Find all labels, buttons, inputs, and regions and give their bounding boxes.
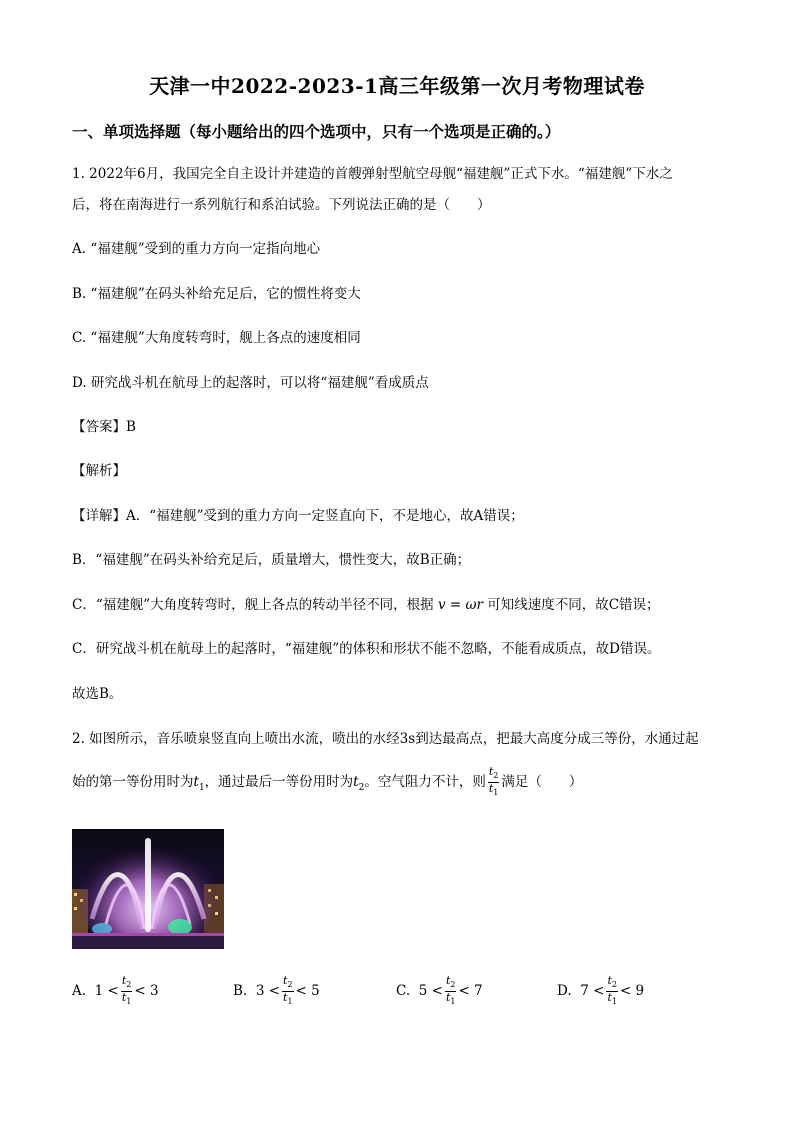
- q1-conclusion: 故选B。: [72, 686, 123, 702]
- fountain-photo: [72, 829, 224, 949]
- q1-detail-a: 【详解】A．“福建舰”受到的重力方向一定竖直向下，不是地心，故A错误；: [72, 508, 524, 524]
- q1-detail-b: B．“福建舰”在码头补给充足后，质量增大，惯性变大，故B正确；: [72, 552, 471, 568]
- q2-option-a: A. 1 < $\frac{t_2}{t_1}$ < 3: [72, 974, 159, 1007]
- q2-stem-line1: 2. 如图所示，音乐喷泉竖直向上喷出水流，喷出的水经3s到达最高点，把最大高度分成三等份，水通过起: [72, 731, 699, 747]
- q1-detail-c-post: 可知线速度不同，故C错误；: [487, 597, 660, 613]
- q1-stem-line1: 1. 2022年6月，我国完全自主设计并建造的首艘弹射型航空母舰“福建舰”正式下水。“福建舰”下水之: [72, 166, 673, 182]
- page-title: 天津一中2022-2023-1高三年级第一次月考物理试卷: [149, 74, 645, 98]
- q1-stem-line2: 后，将在南海进行一系列航行和系泊试验。下列说法正确的是（ ）: [72, 197, 491, 213]
- q2-option-b: B. 3 < $\frac{t_2}{t_1}$ < 5: [233, 974, 320, 1007]
- q1-option-a: A. “福建舰”受到的重力方向一定指向地心: [72, 241, 321, 257]
- q1-detail-c: [72, 593, 660, 613]
- section-heading: 一、单项选择题（每小题给出的四个选项中，只有一个选项是正确的。）: [72, 122, 561, 141]
- q1-answer: 【答案】B: [72, 419, 136, 435]
- q1-detail-c-pre: C．“福建舰”大角度转弯时，舰上各点的转动半径不同，根据: [72, 597, 434, 613]
- q1-option-b: B. “福建舰”在码头补给充足后，它的惯性将变大: [72, 286, 361, 302]
- q1-option-d: D. 研究战斗机在航母上的起落时，可以将“福建舰”看成质点: [72, 375, 429, 391]
- q1-analysis-label: 【解析】: [72, 463, 126, 479]
- q1-detail-d: C．研究战斗机在航母上的起落时，“福建舰”的体积和形状不能不忽略，不能看成质点，故D错误。: [72, 641, 661, 657]
- q2-stem-line2: 始的第一等份用时为$t_1$，通过最后一等份用时为$t_2$。空气阻力不计，则 $\frac{t_2}{t_1}$ 满足（ ）: [72, 765, 583, 798]
- t2-over-t1-fraction: $\frac{t_2}{t_1}$: [488, 765, 499, 798]
- q1-detail-c-formula: v = ωr: [437, 597, 483, 613]
- fountain-illustration: [72, 829, 224, 949]
- q2-option-c: C. 5 < $\frac{t_2}{t_1}$ < 7: [396, 974, 483, 1007]
- q2-option-d: D. 7 < $\frac{t_2}{t_1}$ < 9: [557, 974, 645, 1007]
- q1-option-c: C. “福建舰”大角度转弯时，舰上各点的速度相同: [72, 330, 361, 346]
